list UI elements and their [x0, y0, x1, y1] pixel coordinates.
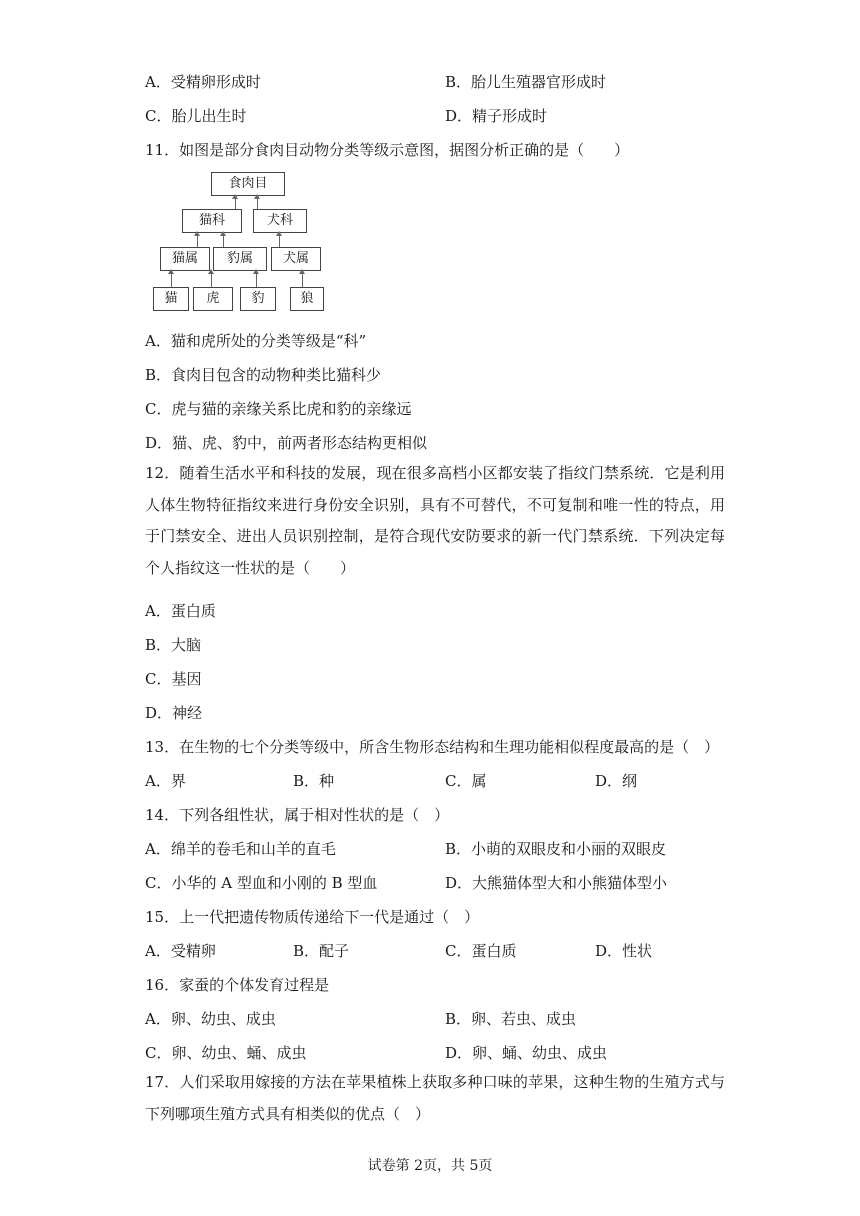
- node-species-leopard: 豹: [240, 287, 276, 311]
- q14-option-c: C．小华的 A 型血和小刚的 B 型血: [145, 874, 378, 892]
- q17-stem: 17．人们采取用嫁接的方法在苹果植株上获取多种口味的苹果，这种生物的生殖方式与下列哪项生殖方式具有相类似的优点（ ）: [145, 1073, 725, 1123]
- node-genus-leopard: 豹属: [213, 247, 267, 271]
- q15-option-a: A．受精卵: [145, 942, 216, 960]
- q16-option-a: A．卵、幼虫、成虫: [145, 1010, 276, 1028]
- page-footer: 试卷第 2页，共 5页: [367, 1158, 493, 1174]
- arrow-dog-family-to-order: [257, 195, 258, 209]
- q16-stem: 16．家蚕的个体发育过程是: [145, 976, 330, 994]
- q14-option-a: A．绵羊的卷毛和山羊的直毛: [145, 840, 336, 858]
- q15-option-d: D．性状: [595, 942, 653, 960]
- arrow-genus-leopard-to-family: [223, 232, 224, 247]
- node-family-cat: 猫科: [182, 209, 242, 233]
- node-species-cat: 猫: [153, 287, 189, 311]
- classification-diagram: [145, 165, 345, 315]
- arrow-cat-family-to-order: [235, 195, 236, 209]
- q13-option-d: D．纲: [595, 772, 638, 790]
- q10-option-d: D．精子形成时: [445, 107, 548, 125]
- arrow-cat-to-genus: [171, 270, 172, 287]
- q15-stem: 15．上一代把遗传物质传递给下一代是通过（ ）: [145, 908, 480, 926]
- q16-option-c: C．卵、幼虫、蛹、成虫: [145, 1044, 307, 1062]
- q14-option-b: B．小萌的双眼皮和小丽的双眼皮: [445, 840, 667, 858]
- q16-option-d: D．卵、蛹、幼虫、成虫: [445, 1044, 608, 1062]
- node-family-dog: 犬科: [253, 209, 307, 233]
- q13-option-c: C．属: [445, 772, 487, 790]
- q12-option-a: A．蛋白质: [145, 602, 216, 620]
- q11-option-a: A．猫和虎所处的分类等级是“科”: [145, 332, 367, 350]
- q10-option-b: B．胎儿生殖器官形成时: [445, 73, 607, 91]
- q11-stem: 11．如图是部分食肉目动物分类等级示意图，据图分析正确的是（ ）: [145, 141, 630, 159]
- q12-option-b: B．大脑: [145, 636, 202, 654]
- node-genus-dog: 犬属: [271, 247, 321, 271]
- q11-option-c: C．虎与猫的亲缘关系比虎和豹的亲缘远: [145, 400, 412, 418]
- q15-option-b: B．配子: [293, 942, 350, 960]
- q11-option-d: D．猫、虎、豹中，前两者形态结构更相似: [145, 434, 428, 452]
- arrow-genus-dog-to-family: [279, 232, 280, 247]
- q14-option-d: D．大熊猫体型大和小熊猫体型小: [445, 874, 668, 892]
- arrow-genus-cat-to-family: [197, 232, 198, 247]
- arrow-leopard-to-genus: [256, 270, 257, 287]
- q13-stem: 13．在生物的七个分类等级中，所含生物形态结构和生理功能相似程度最高的是（ ）: [145, 738, 720, 756]
- node-species-tiger: 虎: [193, 287, 233, 311]
- node-species-wolf: 狼: [290, 287, 324, 311]
- node-genus-cat: 猫属: [160, 247, 210, 271]
- arrow-wolf-to-genus: [302, 270, 303, 287]
- q12-option-d: D．神经: [145, 704, 203, 722]
- q15-option-c: C．蛋白质: [445, 942, 517, 960]
- q12-option-c: C．基因: [145, 670, 202, 688]
- q13-option-b: B．种: [293, 772, 335, 790]
- node-order: 食肉目: [211, 172, 285, 196]
- q16-option-b: B．卵、若虫、成虫: [445, 1010, 577, 1028]
- q12-stem: 12．随着生活水平和科技的发展，现在很多高档小区都安装了指纹门禁系统．它是利用人体生物特征指纹来进行身份安全识别，具有不可替代，不可复制和唯一性的特点，用于门禁安全、进出人员识别控制，是符合现代安防要求的新一代门禁系统．下列决定每个人指纹这一性状的是（ ）: [145, 464, 725, 577]
- q14-stem: 14．下列各组性状，属于相对性状的是（ ）: [145, 806, 450, 824]
- q10-option-a: A．受精卵形成时: [145, 73, 261, 91]
- q11-option-b: B．食肉目包含的动物种类比猫科少: [145, 366, 382, 384]
- arrow-tiger-to-genus: [211, 270, 212, 287]
- q10-option-c: C．胎儿出生时: [145, 107, 247, 125]
- q13-option-a: A．界: [145, 772, 186, 790]
